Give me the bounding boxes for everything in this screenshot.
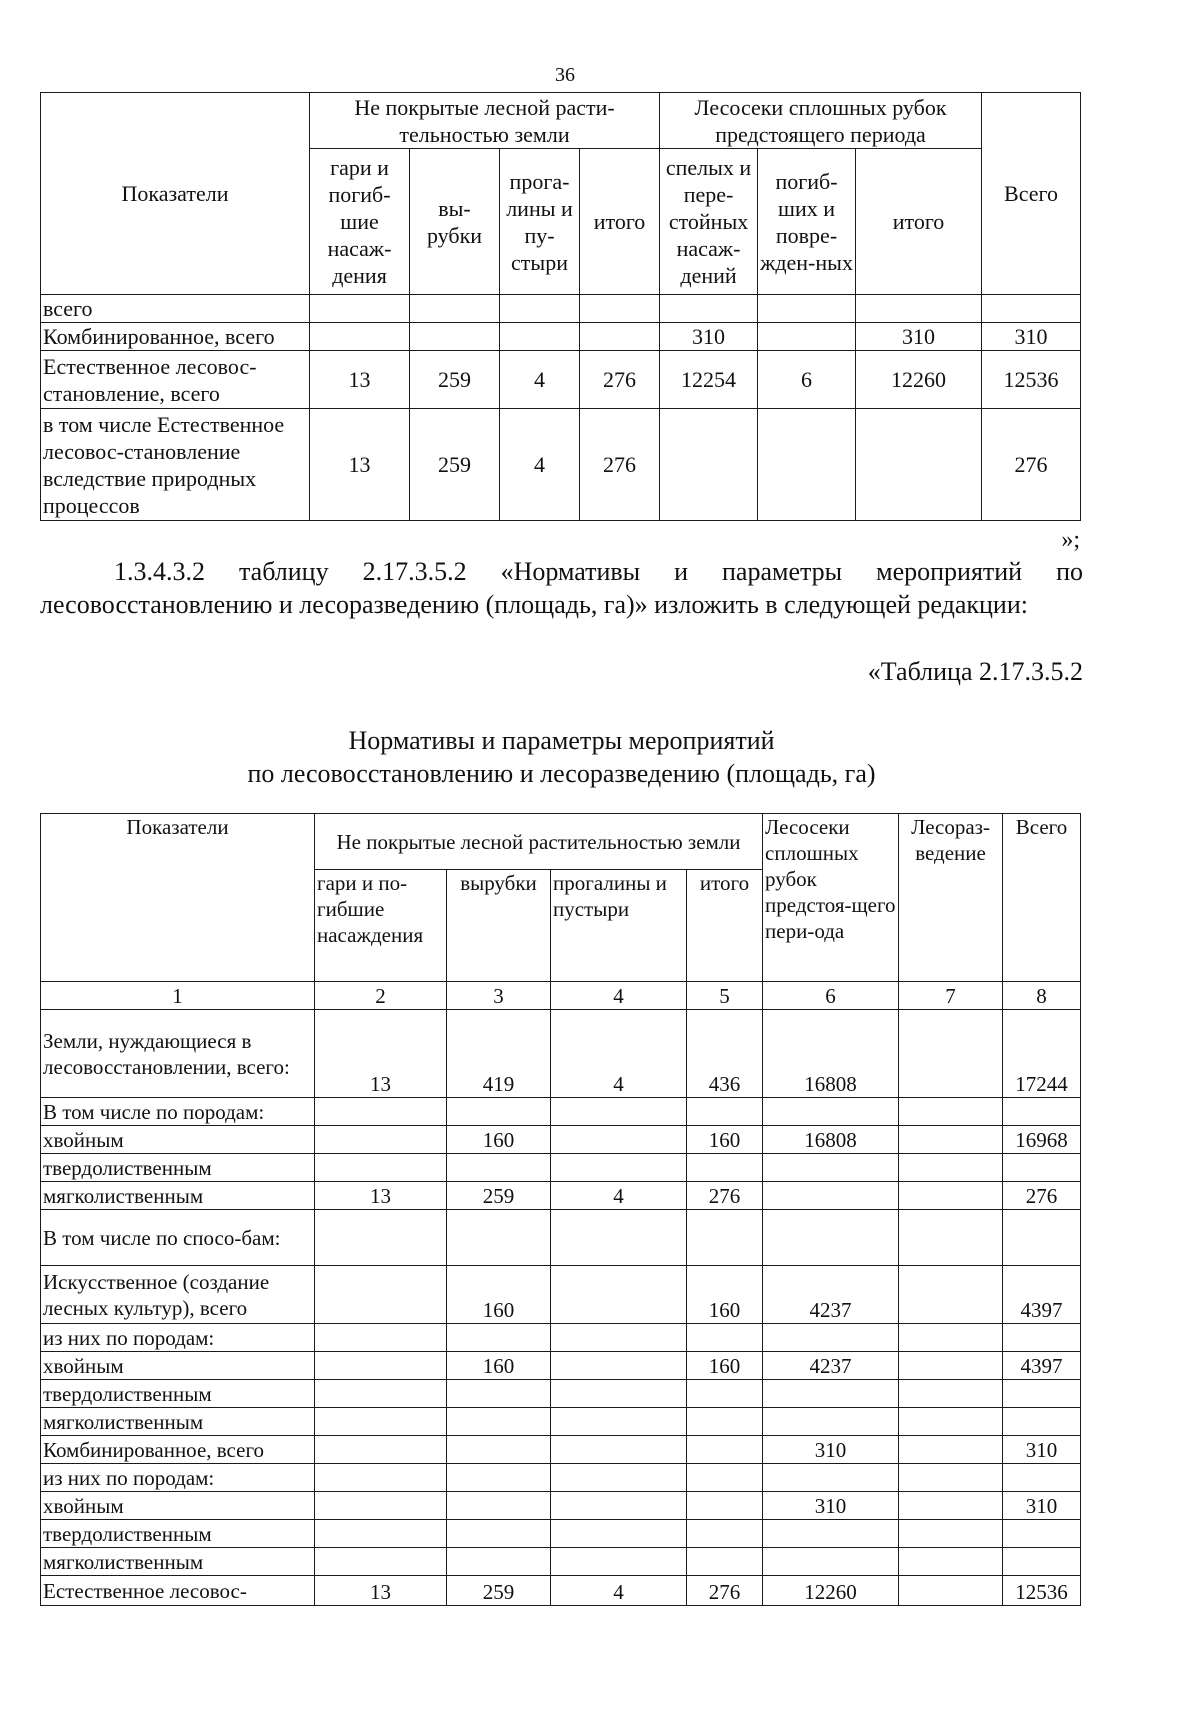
cell — [551, 1266, 687, 1324]
cell — [447, 1098, 551, 1126]
header-burnt-dead: гари и по-гибшие насаждения — [315, 870, 447, 982]
cell: 276 — [687, 1576, 763, 1606]
row-label: твердолиственным — [41, 1520, 315, 1548]
cell — [551, 1126, 687, 1154]
table-row — [41, 1380, 1081, 1408]
cell: 259 — [447, 1182, 551, 1210]
cell — [660, 409, 758, 521]
cell: 16808 — [763, 1126, 899, 1154]
cell: 12254 — [660, 351, 758, 409]
table-row — [41, 409, 1081, 521]
cell — [315, 1408, 447, 1436]
cell: 276 — [1003, 1182, 1081, 1210]
cell — [763, 1324, 899, 1352]
header-dead-damaged: погиб-ших и повре-жден-ных — [758, 149, 856, 295]
cell: 4 — [500, 409, 580, 521]
row-label: хвойным — [41, 1126, 315, 1154]
cell: 16808 — [763, 1010, 899, 1098]
column-number: 1 — [41, 982, 315, 1010]
row-label: Естественное лесовос-становление, всего — [41, 351, 310, 409]
cell — [856, 295, 982, 323]
cell — [899, 1126, 1003, 1154]
table-title-line2: по лесовосстановлению и лесоразведению (площадь, га) — [247, 759, 876, 788]
cell — [899, 1492, 1003, 1520]
header-mature-stands: спелых и пере-стойных насаж-дений — [660, 149, 758, 295]
header-indicators: Показатели — [41, 93, 310, 295]
cell — [500, 295, 580, 323]
header-not-covered-lands: Не покрытые лесной расти-тельностью земли — [310, 93, 660, 149]
cell — [1003, 1520, 1081, 1548]
cell: 160 — [687, 1352, 763, 1380]
column-number: 2 — [315, 982, 447, 1010]
cell — [551, 1464, 687, 1492]
cell — [687, 1408, 763, 1436]
cell — [899, 1010, 1003, 1098]
table-row — [41, 1436, 1081, 1464]
cell: 4 — [551, 1182, 687, 1210]
table-row — [41, 1324, 1081, 1352]
header-clearcut-areas: Лесосеки сплошных рубок предстоящего периода — [660, 93, 982, 149]
cell — [758, 323, 856, 351]
cell: 276 — [687, 1182, 763, 1210]
cell — [551, 1210, 687, 1266]
cell — [660, 295, 758, 323]
cell — [315, 1380, 447, 1408]
cell: 12260 — [763, 1576, 899, 1606]
cell — [410, 323, 500, 351]
header-subtotal: итого — [687, 870, 763, 982]
header-not-covered-lands: Не покрытые лесной растительностью земли — [315, 814, 763, 870]
cell — [315, 1154, 447, 1182]
row-label: В том числе по породам: — [41, 1098, 315, 1126]
cell — [447, 1154, 551, 1182]
cell — [447, 1408, 551, 1436]
cell — [1003, 1380, 1081, 1408]
cell — [758, 295, 856, 323]
cell — [551, 1352, 687, 1380]
row-label: Земли, нуждающиеся в лесовосстановлении, всего: — [41, 1010, 315, 1098]
cell — [315, 1324, 447, 1352]
cell: 160 — [447, 1266, 551, 1324]
table-reforestation-norms — [40, 813, 1081, 1606]
row-label: мягколиственным — [41, 1548, 315, 1576]
cell: 4237 — [763, 1266, 899, 1324]
cell — [447, 1210, 551, 1266]
cell: 6 — [758, 351, 856, 409]
cell — [982, 295, 1081, 323]
table-row — [41, 1548, 1081, 1576]
cell — [899, 1154, 1003, 1182]
header-burnt-dead: гари и погиб-шие насаж-дения — [310, 149, 410, 295]
cell: 310 — [660, 323, 758, 351]
cell — [763, 1464, 899, 1492]
table-row — [41, 1520, 1081, 1548]
cell — [580, 323, 660, 351]
header-afforestation: Лесораз-ведение — [899, 814, 1003, 982]
cell: 12260 — [856, 351, 982, 409]
cell — [763, 1182, 899, 1210]
column-number: 6 — [763, 982, 899, 1010]
row-label: Естественное лесовос- — [41, 1576, 315, 1606]
cell — [899, 1548, 1003, 1576]
row-label: из них по породам: — [41, 1464, 315, 1492]
cell — [899, 1210, 1003, 1266]
amendment-paragraph: 1.3.4.3.2 таблицу 2.17.3.5.2 «Нормативы и параметры мероприятий по лесовосстановлению и лесоразведению (площадь, га)» изложить в следующей редакции: — [40, 557, 1083, 619]
header-total: Всего — [982, 93, 1081, 295]
header-clearcut-areas: Лесосеки сплошных рубок предстоя-щего пери-ода — [763, 814, 899, 982]
cell: 12536 — [1003, 1576, 1081, 1606]
cell — [687, 1380, 763, 1408]
cell — [500, 323, 580, 351]
header-glades: прога-лины и пу-стыри — [500, 149, 580, 295]
cell — [687, 1324, 763, 1352]
cell — [551, 1520, 687, 1548]
cell: 310 — [763, 1492, 899, 1520]
cell — [1003, 1408, 1081, 1436]
cell: 4 — [551, 1010, 687, 1098]
column-numbers-row — [41, 982, 1081, 1010]
cell: 160 — [687, 1126, 763, 1154]
cell: 436 — [687, 1010, 763, 1098]
cell — [551, 1408, 687, 1436]
row-label: мягколиственным — [41, 1182, 315, 1210]
header-clearcut-subtotal: итого — [856, 149, 982, 295]
column-number: 5 — [687, 982, 763, 1010]
cell — [1003, 1210, 1081, 1266]
cell — [447, 1380, 551, 1408]
cell — [763, 1520, 899, 1548]
cell: 310 — [856, 323, 982, 351]
cell: 160 — [687, 1266, 763, 1324]
cell: 160 — [447, 1352, 551, 1380]
cell — [899, 1436, 1003, 1464]
cell — [899, 1352, 1003, 1380]
cell: 17244 — [1003, 1010, 1081, 1098]
page-number: 36 — [555, 64, 575, 86]
cell: 310 — [763, 1436, 899, 1464]
cell — [763, 1154, 899, 1182]
cell — [447, 1324, 551, 1352]
row-label: хвойным — [41, 1352, 315, 1380]
cell: 4397 — [1003, 1266, 1081, 1324]
cell — [899, 1464, 1003, 1492]
cell — [315, 1492, 447, 1520]
cell — [1003, 1464, 1081, 1492]
table-row — [41, 1126, 1081, 1154]
cell — [687, 1210, 763, 1266]
row-label: из них по породам: — [41, 1324, 315, 1352]
cell — [763, 1548, 899, 1576]
cell — [315, 1352, 447, 1380]
cell: 276 — [982, 409, 1081, 521]
cell — [687, 1436, 763, 1464]
table-caption: «Таблица 2.17.3.5.2 — [867, 657, 1083, 686]
cell — [687, 1464, 763, 1492]
cell — [447, 1548, 551, 1576]
cell — [763, 1408, 899, 1436]
row-label: Комбинированное, всего — [41, 323, 310, 351]
cell — [1003, 1154, 1081, 1182]
cell: 4 — [500, 351, 580, 409]
table-row — [41, 1352, 1081, 1380]
cell: 16968 — [1003, 1126, 1081, 1154]
table-row — [41, 1464, 1081, 1492]
header-cuttings: вы-рубки — [410, 149, 500, 295]
cell — [310, 323, 410, 351]
cell: 4 — [551, 1576, 687, 1606]
cell — [1003, 1324, 1081, 1352]
cell: 4237 — [763, 1352, 899, 1380]
cell — [580, 295, 660, 323]
cell — [758, 409, 856, 521]
column-number: 7 — [899, 982, 1003, 1010]
cell: 259 — [410, 351, 500, 409]
row-label: всего — [41, 295, 310, 323]
cell — [551, 1492, 687, 1520]
table-row — [41, 295, 1081, 323]
cell — [551, 1154, 687, 1182]
cell: 13 — [315, 1010, 447, 1098]
cell — [315, 1436, 447, 1464]
cell — [410, 295, 500, 323]
cell: 160 — [447, 1126, 551, 1154]
table-row — [41, 1266, 1081, 1324]
cell — [447, 1464, 551, 1492]
cell: 13 — [315, 1576, 447, 1606]
closing-quote: »; — [1061, 527, 1080, 553]
cell — [899, 1182, 1003, 1210]
cell — [687, 1098, 763, 1126]
cell — [899, 1266, 1003, 1324]
cell: 310 — [1003, 1492, 1081, 1520]
cell: 259 — [410, 409, 500, 521]
cell — [899, 1408, 1003, 1436]
table-row — [41, 1408, 1081, 1436]
cell — [763, 1098, 899, 1126]
column-number: 3 — [447, 982, 551, 1010]
cell — [856, 409, 982, 521]
cell — [315, 1266, 447, 1324]
cell: 310 — [982, 323, 1081, 351]
cell — [551, 1380, 687, 1408]
cell — [687, 1520, 763, 1548]
cell: 12536 — [982, 351, 1081, 409]
cell: 4397 — [1003, 1352, 1081, 1380]
table-row — [41, 323, 1081, 351]
header-glades: прогалины и пустыри — [551, 870, 687, 982]
cell — [551, 1098, 687, 1126]
row-label: в том числе Естественное лесовос-становление вследствие природных процессов — [41, 409, 310, 521]
cell: 276 — [580, 351, 660, 409]
cell — [447, 1436, 551, 1464]
cell — [899, 1380, 1003, 1408]
cell — [315, 1126, 447, 1154]
cell — [315, 1210, 447, 1266]
cell — [687, 1154, 763, 1182]
cell — [315, 1548, 447, 1576]
cell: 419 — [447, 1010, 551, 1098]
row-label: В том числе по спосо-бам: — [41, 1210, 315, 1266]
cell — [310, 295, 410, 323]
cell — [899, 1098, 1003, 1126]
cell — [315, 1464, 447, 1492]
row-label: твердолиственным — [41, 1380, 315, 1408]
header-total: Всего — [1003, 814, 1081, 982]
cell — [315, 1098, 447, 1126]
column-number: 8 — [1003, 982, 1081, 1010]
cell: 259 — [447, 1576, 551, 1606]
header-indicators: Показатели — [41, 814, 315, 982]
table-row — [41, 1576, 1081, 1606]
row-label: Комбинированное, всего — [41, 1436, 315, 1464]
cell: 310 — [1003, 1436, 1081, 1464]
cell — [551, 1548, 687, 1576]
table-row — [41, 1492, 1081, 1520]
row-label: мягколиственным — [41, 1408, 315, 1436]
row-label: твердолиственным — [41, 1154, 315, 1182]
header-cuttings: вырубки — [447, 870, 551, 982]
cell — [899, 1520, 1003, 1548]
table-forest-lands-continued — [40, 92, 1081, 521]
cell — [899, 1576, 1003, 1606]
row-label: Искусственное (создание лесных культур), всего — [41, 1266, 315, 1324]
table-title-line1: Нормативы и параметры мероприятий — [348, 726, 775, 755]
cell — [447, 1520, 551, 1548]
cell — [447, 1492, 551, 1520]
cell — [899, 1324, 1003, 1352]
cell: 13 — [310, 409, 410, 521]
cell — [763, 1380, 899, 1408]
cell — [1003, 1098, 1081, 1126]
cell — [551, 1324, 687, 1352]
header-subtotal: итого — [580, 149, 660, 295]
column-number: 4 — [551, 982, 687, 1010]
cell — [687, 1492, 763, 1520]
cell: 13 — [310, 351, 410, 409]
cell: 276 — [580, 409, 660, 521]
cell — [315, 1520, 447, 1548]
table-row — [41, 1010, 1081, 1098]
cell — [687, 1548, 763, 1576]
cell — [551, 1436, 687, 1464]
table-row — [41, 1098, 1081, 1126]
table-row — [41, 351, 1081, 409]
cell: 13 — [315, 1182, 447, 1210]
row-label: хвойным — [41, 1492, 315, 1520]
table-row — [41, 1210, 1081, 1266]
table-row — [41, 1182, 1081, 1210]
cell — [1003, 1548, 1081, 1576]
cell — [763, 1210, 899, 1266]
table-row — [41, 1154, 1081, 1182]
